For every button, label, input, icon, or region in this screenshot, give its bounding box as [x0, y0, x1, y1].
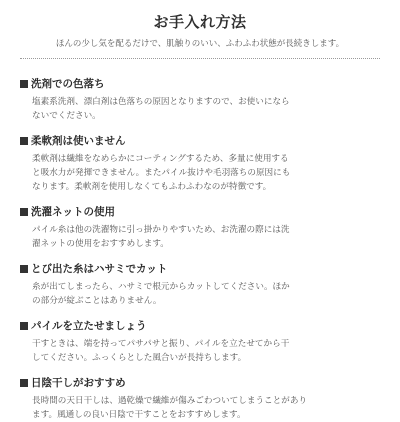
square-bullet-icon — [20, 80, 28, 88]
section-body — [20, 95, 380, 123]
body-line: と吸水力が発揮できません。またパイル抜けや毛羽落ちの原因にも — [32, 168, 291, 178]
body-line: パイル糸は他の洗濯物に引っ掛かりやすいため、お洗濯の際には洗 — [32, 225, 290, 235]
section-body — [20, 223, 380, 251]
body-line: 干すときは、端を持ってパサパサと振り、パイルを立たせてから干 — [32, 339, 290, 349]
section-softener — [20, 134, 380, 194]
section-heading — [20, 205, 380, 219]
body-line: 糸が出てしまったら、ハサミで根元からカットしてください。ほか — [32, 282, 290, 292]
body-line: の部分が綻ぶことはありません。 — [32, 296, 162, 306]
section-heading — [20, 262, 380, 276]
section-heading-text: 日陰干しがおすすめ — [31, 377, 126, 389]
section-heading-text: 洗濯ネットの使用 — [31, 206, 115, 218]
square-bullet-icon — [20, 379, 28, 387]
section-shade-drying — [20, 376, 380, 422]
section-laundry-net — [20, 205, 380, 251]
body-line: してください。ふっくらとした風合いが長持ちします。 — [32, 353, 247, 363]
square-bullet-icon — [20, 137, 28, 145]
body-line: なります。柔軟剤を使用しなくてもふわふわなのが特徴です。 — [32, 182, 272, 192]
square-bullet-icon — [20, 208, 28, 216]
section-heading-text: とび出た糸はハサミでカット — [31, 263, 168, 275]
square-bullet-icon — [20, 265, 28, 273]
section-heading — [20, 134, 380, 148]
body-line: 柔軟剤は繊維をなめらかにコーティングするため、多量に使用する — [32, 154, 289, 164]
page-title: お手入れ方法 — [153, 13, 247, 31]
dotted-divider — [20, 58, 380, 59]
section-body — [20, 337, 380, 365]
section-loose-thread — [20, 262, 380, 308]
section-heading-text: 洗剤での色落ち — [31, 78, 105, 90]
section-detergent — [20, 77, 380, 123]
section-pile — [20, 319, 380, 365]
section-body — [20, 280, 380, 308]
page-subtitle: ほんの少し気を配るだけで、肌触りのいい、ふわふわ状態が長続きします。 — [55, 39, 345, 49]
body-line: ないでください。 — [32, 111, 101, 121]
section-heading-text: 柔軟剤は使いません — [31, 135, 126, 147]
section-body — [20, 152, 380, 194]
section-heading-text: パイルを立たせましょう — [31, 320, 147, 332]
body-line: 濯ネットの使用をおすすめします。 — [32, 239, 169, 249]
body-line: ます。風通しの良い日陰で干すことをおすすめします。 — [32, 410, 246, 420]
section-heading — [20, 319, 380, 333]
section-heading — [20, 376, 380, 390]
body-line: 塩素系洗剤、漂白剤は色落ちの原因となりますので、お使いになら — [32, 97, 290, 107]
section-body — [20, 394, 380, 422]
section-heading — [20, 77, 380, 91]
square-bullet-icon — [20, 322, 28, 330]
body-line: 長時間の天日干しは、過乾燥で繊維が傷みごわついてしまうことがあり — [32, 396, 308, 406]
care-sections — [20, 77, 380, 422]
